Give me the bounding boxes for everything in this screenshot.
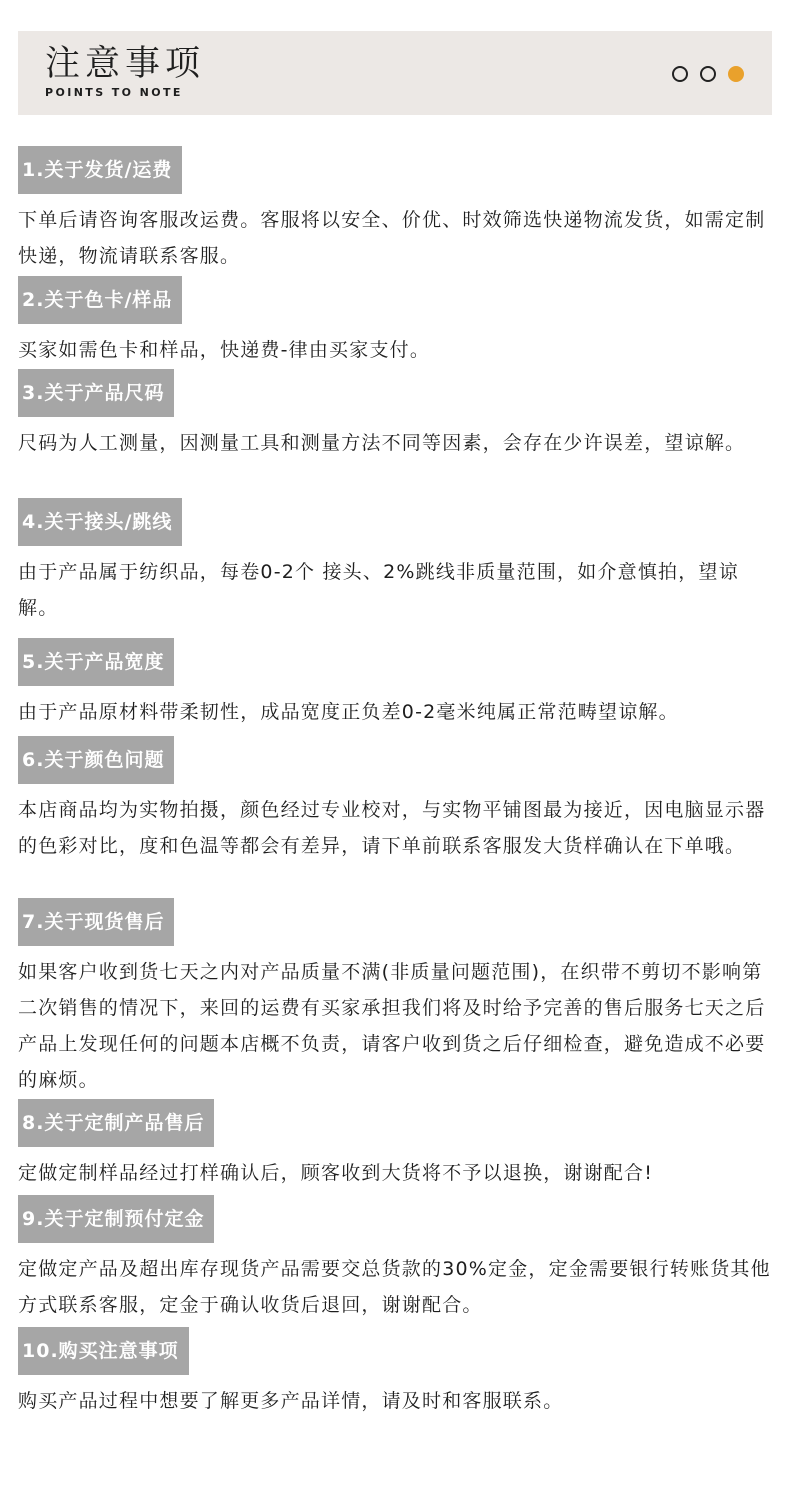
decorative-dots [672,66,744,82]
section-text: 本店商品均为实物拍摄，颜色经过专业校对，与实物平铺图最为接近，因电脑显示器的色彩对比，度和色温等都会有差异，请下单前联系客服发大货样确认在下单哦。 [18,799,766,857]
section-text: 定做定产品及超出库存现货产品需要交总货款的30%定金，定金需要银行转账货其他方式联系客服，定金于确认收货后退回，谢谢配合。 [18,1258,771,1316]
section-text: 定做定制样品经过打样确认后，顾客收到大货将不予以退换，谢谢配合! [18,1162,654,1184]
notice-section-color [18,736,772,864]
dot-icon [700,66,716,82]
notice-section-purchase [18,1327,772,1419]
section-text: 尺码为人工测量，因测量工具和测量方法不同等因素，会存在少许误差，望谅解。 [18,432,746,454]
section-text: 买家如需色卡和样品，快递费-律由买家支付。 [18,339,431,361]
section-label: 7.关于现货售后 [18,898,174,946]
notice-section-deposit [18,1195,772,1323]
section-label: 2.关于色卡/样品 [18,276,182,324]
section-label: 9.关于定制预付定金 [18,1195,214,1243]
notice-section-after-sales [18,898,772,1098]
section-text: 由于产品属于纺织品，每卷0-2个 接头、2%跳线非质量范围，如介意慎拍，望谅解。 [18,561,739,619]
notice-section-size [18,369,772,461]
section-label: 8.关于定制产品售后 [18,1099,214,1147]
dot-active-icon [728,66,744,82]
section-label: 4.关于接头/跳线 [18,498,182,546]
section-label: 1.关于发货/运费 [18,146,182,194]
notice-section-shipping [18,146,772,274]
section-text: 如果客户收到货七天之内对产品质量不满(非质量问题范围)，在织带不剪切不影响第二次销售的情况下，来回的运费有买家承担我们将及时给予完善的售后服务七天之后产品上发现任何的问题本店概不负责，请客户收到货之后仔细检查，避免造成不必要的麻烦。 [18,961,766,1091]
dot-icon [672,66,688,82]
section-label: 5.关于产品宽度 [18,638,174,686]
section-text: 购买产品过程中想要了解更多产品详情，请及时和客服联系。 [18,1390,564,1412]
notice-header [18,31,772,115]
section-label: 6.关于颜色问题 [18,736,174,784]
section-text: 由于产品原材料带柔韧性，成品宽度正负差0-2毫米纯属正常范畴望谅解。 [18,701,679,723]
section-label: 3.关于产品尺码 [18,369,174,417]
page-title: 注意事项 [45,44,206,84]
notice-section-joints [18,498,772,626]
notice-section-width [18,638,772,730]
page-subtitle: POINTS TO NOTE [45,86,183,99]
notice-section-custom-after-sales [18,1099,772,1191]
notice-section-samples [18,276,772,368]
section-label: 10.购买注意事项 [18,1327,189,1375]
section-text: 下单后请咨询客服改运费。客服将以安全、价优、时效筛选快递物流发货，如需定制快递，物流请联系客服。 [18,209,766,267]
